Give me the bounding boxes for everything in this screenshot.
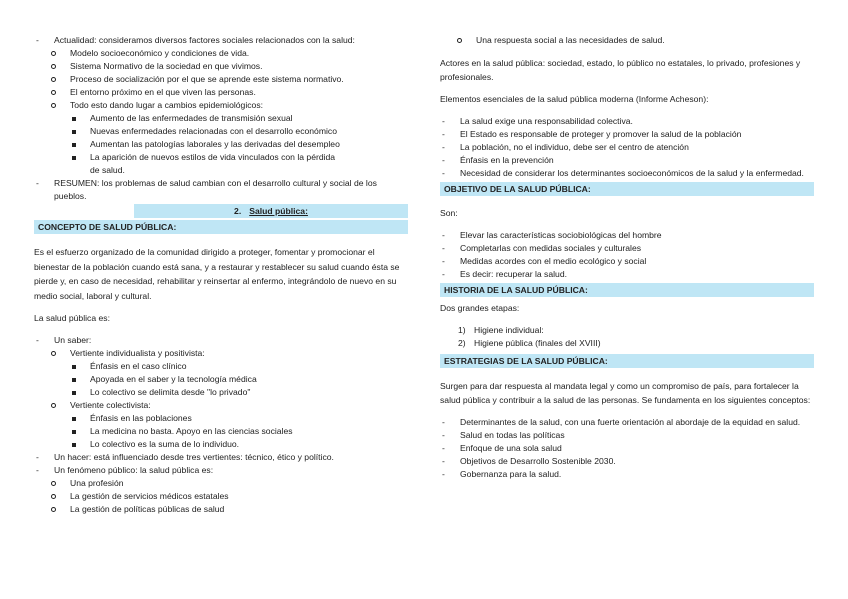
list-item: Una respuesta social a las necesidades de salud. xyxy=(440,34,814,47)
elementos-list xyxy=(440,115,814,180)
spacer xyxy=(440,47,814,56)
cambios-label: Todo esto dando lugar a cambios epidemiológicos: xyxy=(70,100,264,110)
list-item: - Completarlas con medidas sociales y culturales xyxy=(440,242,814,255)
list-item: - Enfoque de una sola salud xyxy=(440,442,814,455)
list-item: Énfasis en el caso clínico xyxy=(34,360,408,373)
list-item: Énfasis en las poblaciones xyxy=(34,412,408,425)
list-item: Modelo socioeconómico y condiciones de vida. xyxy=(34,47,408,60)
fenomeno-sublist xyxy=(34,477,408,516)
list-item: La aparición de nuevos estilos de vida vinculados con la pérdida de salud. xyxy=(34,151,408,177)
estrategias-paragraph: Surgen para dar respuesta al mandata legal y como un compromiso de país, para fortalecer la salud pública y contribuir a la salud de las personas. Se fundamenta en los siguientes conceptos: xyxy=(440,381,811,405)
list-item xyxy=(34,99,408,177)
actores-paragraph: Actores en la salud pública: sociedad, estado, lo público no estatales, lo privado, profesiones y profesionales. xyxy=(440,58,801,82)
right-column xyxy=(440,34,814,481)
fenomeno-label: Un fenómeno público: la salud pública es: xyxy=(54,465,214,475)
spacer xyxy=(440,407,814,416)
cambios-sublist xyxy=(34,112,408,177)
list-item: - La población, no el individuo, debe ser el centro de atención xyxy=(440,141,814,154)
list-item xyxy=(34,34,408,177)
spacer xyxy=(440,106,814,115)
spacer xyxy=(34,325,408,334)
objetivo-list xyxy=(440,229,814,281)
list-item: - Gobernanza para la salud. xyxy=(440,468,814,481)
list-item xyxy=(440,324,814,337)
list-item: La gestión de políticas públicas de salud xyxy=(34,503,408,516)
historia-header: HISTORIA DE LA SALUD PÚBLICA: xyxy=(440,283,814,297)
etapas-list xyxy=(440,324,814,350)
list-item: Lo colectivo se delimita desde "lo privado" xyxy=(34,386,408,399)
spacer xyxy=(440,220,814,229)
list-item: - Es decir: recuperar la salud. xyxy=(440,268,814,281)
list-item xyxy=(440,337,814,350)
list-item xyxy=(34,347,408,399)
list-item: Proceso de socialización por el que se aprende este sistema normativo. xyxy=(34,73,408,86)
vertiente1-sublist xyxy=(34,360,408,399)
elementos-label: Elementos esenciales de la salud pública moderna (Informe Acheson): xyxy=(440,94,709,104)
list-item: La medicina no basta. Apoyo en las ciencias sociales xyxy=(34,425,408,438)
list-item: - El Estado es responsable de proteger y promover la salud de la población xyxy=(440,128,814,141)
list-item: Nuevas enfermedades relacionadas con el desarrollo económico xyxy=(34,125,408,138)
vertiente1-label: Vertiente individualista y positivista: xyxy=(70,348,205,358)
list-item xyxy=(34,399,408,451)
list-item: - Medidas acordes con el medio ecológico y social xyxy=(440,255,814,268)
spacer xyxy=(34,236,408,245)
saber-sublist xyxy=(34,347,408,451)
section-title: Salud pública: xyxy=(249,206,308,216)
item-text: Higiene pública (finales del XVIII) xyxy=(474,338,601,348)
list-item: Sistema Normativo de la sociedad en que vivimos. xyxy=(34,60,408,73)
etapas-label: Dos grandes etapas: xyxy=(440,303,520,313)
left-column xyxy=(34,34,408,516)
list-item xyxy=(34,334,408,451)
list-item: - Necesidad de considerar los determinantes socioeconómicos de la salud y la enfermedad. xyxy=(440,167,814,180)
list-item: Aumento de las enfermedades de transmisión sexual xyxy=(34,112,408,125)
item-number: 2) xyxy=(458,338,466,348)
list-item: Aumentan las patologías laborales y las derivadas del desempleo xyxy=(34,138,408,151)
son-label: Son: xyxy=(440,208,458,218)
spacer xyxy=(440,84,814,93)
estrategias-header: ESTRATEGIAS DE LA SALUD PÚBLICA: xyxy=(440,354,814,368)
list-item xyxy=(34,464,408,516)
list-item: - La salud exige una responsabilidad colectiva. xyxy=(440,115,814,128)
actualidad-text: Actualidad: consideramos diversos factores sociales relacionados con la salud: xyxy=(54,35,355,45)
list-item: - Un hacer: está influenciado desde tres vertientes: técnico, ético y político. xyxy=(34,451,408,464)
actualidad-list xyxy=(34,34,408,203)
spacer xyxy=(34,303,408,312)
list-item: La gestión de servicios médicos estatales xyxy=(34,490,408,503)
list-item: Una profesión xyxy=(34,477,408,490)
concepto-header: CONCEPTO DE SALUD PÚBLICA: xyxy=(34,220,408,234)
list-item: - Objetivos de Desarrollo Sostenible 2030. xyxy=(440,455,814,468)
list-item: Lo colectivo es la suma de lo individuo. xyxy=(34,438,408,451)
spacer xyxy=(440,198,814,207)
vertiente2-label: Vertiente colectivista: xyxy=(70,400,151,410)
section-number: 2. xyxy=(234,206,242,216)
vertiente2-sublist xyxy=(34,412,408,451)
list-item: - Énfasis en la prevención xyxy=(440,154,814,167)
list-item: - Elevar las características sociobiológicas del hombre xyxy=(440,229,814,242)
concepto-paragraph: Es el esfuerzo organizado de la comunidad dirigido a proteger, fomentar y promocionar el bienestar de la población cuando está sana, y a restaurar y restablecer su salud cuando ésta se pierde y, en caso de necesidad, rehabilitar y reinsertar al enfermo, integrándolo de nuevo en su medio social, laboral y cultural. xyxy=(34,247,400,301)
list-item: - RESUMEN: los problemas de salud cambian con el desarrollo cultural y social de los pueblos. xyxy=(34,177,408,203)
list-item: Apoyada en el saber y la tecnología médica xyxy=(34,373,408,386)
section-2-heading xyxy=(134,204,408,218)
es-label: La salud pública es: xyxy=(34,313,110,323)
conceptos-list xyxy=(440,416,814,481)
list-item: El entorno próximo en el que viven las personas. xyxy=(34,86,408,99)
item-number: 1) xyxy=(458,325,466,335)
actualidad-sublist xyxy=(34,47,408,177)
objetivo-header: OBJETIVO DE LA SALUD PÚBLICA: xyxy=(440,182,814,196)
list-item: - Determinantes de la salud, con una fuerte orientación al abordaje de la equidad en salud. xyxy=(440,416,814,429)
spacer xyxy=(440,370,814,379)
saber-label: Un saber: xyxy=(54,335,92,345)
salud-es-list xyxy=(34,334,408,516)
respuesta-list xyxy=(440,34,814,47)
spacer xyxy=(440,315,814,324)
list-item: - Salud en todas las políticas xyxy=(440,429,814,442)
item-text: Higiene individual: xyxy=(474,325,544,335)
